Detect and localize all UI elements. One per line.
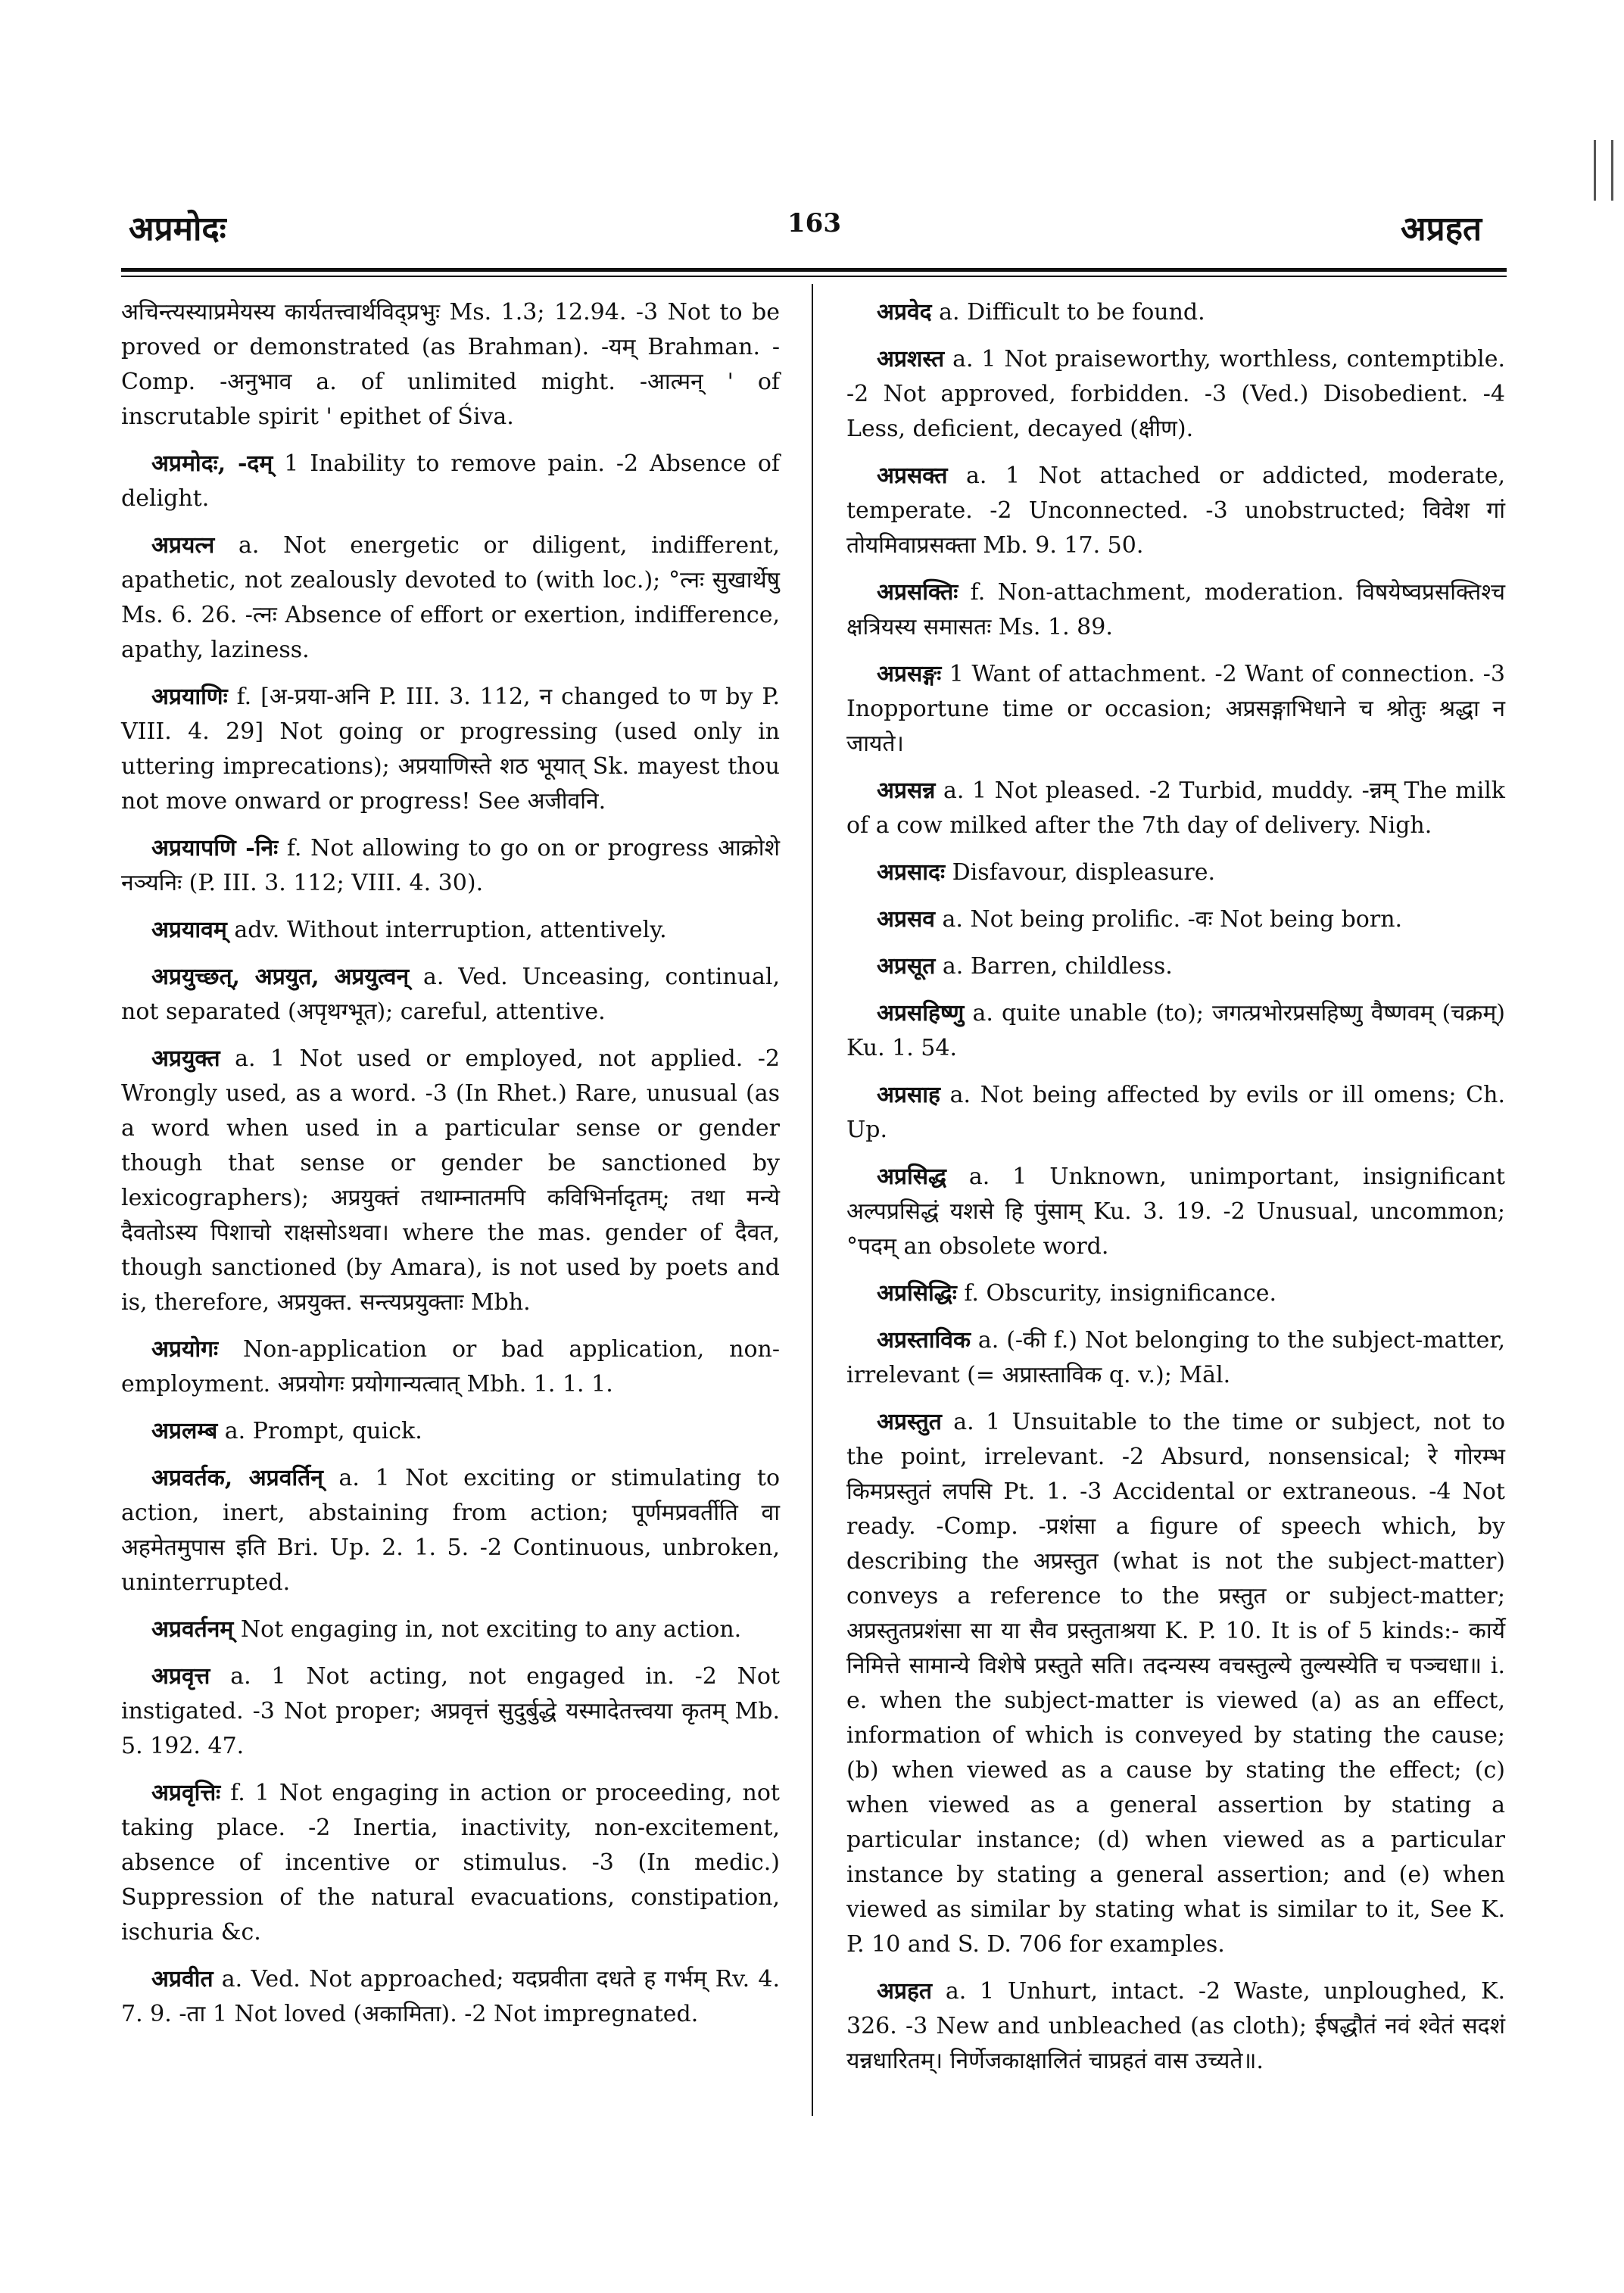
- entry-headword: अप्रस्ताविक: [877, 1327, 971, 1354]
- entry-headword: अप्रयावम्: [151, 917, 227, 943]
- header-rule-thick: [121, 268, 1507, 272]
- entry-headword: अप्रवेद: [877, 299, 932, 326]
- entry-definition: 1 Want of attachment. -2 Want of connection. -3 Inopportune time or occasion; अप्रसङ्गाभिधाने च श्रोतुः श्रद्धा न जायते।: [846, 661, 1505, 757]
- dictionary-entry: [121, 1042, 780, 1320]
- entry-definition: 1 Inability to remove pain. -2 Absence of delight.: [121, 450, 780, 512]
- dictionary-entry: [121, 680, 780, 819]
- right-column: [846, 295, 1505, 2091]
- entry-headword: अप्रसूत: [877, 953, 936, 980]
- dictionary-entry: [121, 1414, 780, 1449]
- dictionary-entry: [846, 1078, 1505, 1148]
- entry-headword: अप्रसाह: [877, 1082, 940, 1108]
- entry-headword: अप्रयत्न: [151, 532, 215, 559]
- page-edge-marks: [1594, 140, 1613, 201]
- left-column: [121, 295, 780, 2044]
- dictionary-entry: [846, 459, 1505, 563]
- entry-headword: अप्रसहिष्णु: [877, 1000, 965, 1027]
- dictionary-entry: [846, 575, 1505, 645]
- entry-definition: a. 1 Not pleased. -2 Turbid, muddy. -न्नम् The milk of a cow milked after the 7th day of delivery. Nigh.: [846, 777, 1505, 839]
- dictionary-entry: [846, 1160, 1505, 1264]
- entry-definition: adv. Without interruption, attentively.: [234, 917, 667, 943]
- entry-definition: Disfavour, displeasure.: [952, 859, 1216, 886]
- entry-headword: अप्रमोदः, -दम्: [151, 450, 273, 477]
- entry-definition: a. 1 Not attached or addicted, moderate, temperate. -2 Unconnected. -3 unobstructed; विवेश गां तोयमिवाप्रसक्ता Mb. 9. 17. 50.: [846, 463, 1505, 559]
- entry-definition: a. quite unable (to); जगत्प्रभोरप्रसहिष्णु वैष्णवम् (चक्रम्) Ku. 1. 54.: [846, 1000, 1505, 1061]
- entry-definition: Non-application or bad application, non-employment. अप्रयोगः प्रयोगान्यत्वात् Mbh. 1. 1. 1.: [121, 1336, 780, 1397]
- entry-definition: a. 1 Unknown, unimportant, insignificant अल्पप्रसिद्धं यशसे हि पुंसाम् Ku. 3. 19. -2 Unusual, uncommon; °पदम् an obsolete word.: [846, 1164, 1505, 1260]
- entry-definition: a. Ved. Not approached; यदप्रवीता दधते ह गर्भम् Rv. 4. 7. 9. -ता 1 Not loved (अकामिता). -2 Not impregnated.: [121, 1966, 780, 2027]
- dictionary-entry: [121, 831, 780, 901]
- page-header: [0, 0, 1624, 265]
- dictionary-entry: [846, 1276, 1505, 1311]
- dictionary-entry: [846, 657, 1505, 762]
- entry-definition: a. Not being affected by evils or ill omens; Ch. Up.: [846, 1082, 1505, 1143]
- entry-definition: f. 1 Not engaging in action or proceeding, not taking place. -2 Inertia, inactivity, non-excitement, absence of incentive or stimulus. -3 (In medic.) Suppression of the natural evacuations, constipation, ischuria &c.: [121, 1780, 780, 1946]
- dictionary-entry: [121, 1776, 780, 1950]
- dictionary-entry: [121, 1962, 780, 2032]
- dictionary-entry: [846, 1405, 1505, 1962]
- entry-definition: a. Ved. Unceasing, continual, not separated (अपृथग्भूत); careful, attentive.: [121, 964, 780, 1025]
- dictionary-entry: [121, 1461, 780, 1600]
- right-running-headword: अप्रहत: [1401, 210, 1482, 248]
- dictionary-entry: [846, 342, 1505, 447]
- dictionary-entry: [121, 528, 780, 668]
- entry-definition: f. Obscurity, insignificance.: [964, 1280, 1276, 1307]
- header-rule-thin: [121, 276, 1507, 277]
- entry-definition: f. [अ-प्रया-अनि P. III. 3. 112, न changed to ण by P. VIII. 4. 29] Not going or progressing (used only in uttering imprecations); अप्रयाणिस्ते शठ भूयात् Sk. mayest thou not move onward or progress! See अजीवनि.: [121, 684, 780, 815]
- entry-headword: अप्रशस्त: [877, 346, 945, 372]
- entry-definition: a. 1 Not acting, not engaged in. -2 Not instigated. -3 Not proper; अप्रवृत्तं सुदुर्बुद्धे यस्मादेतत्त्वया कृतम् Mb. 5. 192. 47.: [121, 1663, 780, 1759]
- entry-definition: a. 1 Not used or employed, not applied. -2 Wrongly used, as a word. -3 (In Rhet.) Rare, unusual (as a word when used in a particular sense or gender though that sense or gender be sanctioned by lexicographers); अप्रयुक्तं तथाम्नातमपि कविभिर्नादृतम्; तथा मन्ये दैवतोऽस्य पिशाचो राक्षसोऽथवा। where the mas. gender of दैवत, though sanctioned (by Amara), is not used by poets and is, therefore, अप्रयुक्त. सन्त्यप्रयुक्ताः Mbh.: [121, 1045, 780, 1316]
- entry-headword: अप्रयुक्त: [151, 1045, 220, 1072]
- dictionary-entry: [121, 447, 780, 516]
- dictionary-entry: [846, 949, 1505, 984]
- entry-definition: a. 1 Not exciting or stimulating to action, inert, abstaining from action; पूर्णमप्रवर्तीति वा अहमेतमुपास इति Bri. Up. 2. 1. 5. -2 Continuous, unbroken, uninterrupted.: [121, 1465, 781, 1596]
- entry-definition: a. Difficult to be found.: [939, 299, 1205, 326]
- entry-definition: a. 1 Not praiseworthy, worthless, contemptible. -2 Not approved, forbidden. -3 (Ved.) Disobedient. -4 Less, deficient, decayed (क्षीण).: [846, 346, 1505, 442]
- entry-headword: अप्रसन्न: [877, 777, 936, 804]
- dictionary-entry: [846, 902, 1505, 937]
- page-number: 163: [787, 208, 841, 238]
- entry-definition: a. 1 Unsuitable to the time or subject, not to the point, irrelevant. -2 Absurd, nonsensical; रे गोरम्भ किमप्रस्तुतं लपसि Pt. 1. -3 Accidental or extraneous. -4 Not ready. -Comp. -प्रशंसा a figure of speech which, by describing the अप्रस्तुत (what is not the subject-matter) conveys a reference to the प्रस्तुत or subject-matter; अप्रस्तुतप्रशंसा सा या सैव प्रस्तुताश्रया K. P. 10. It is of 5 kinds:- कार्ये निमित्ते सामान्ये विशेषे प्रस्तुते सति। तदन्यस्य वचस्तुल्ये तुल्यस्येति च पञ्चधा॥ i. e. when the subject-matter is viewed (a) as an effect, information of which is conveyed by stating the cause; (b) when viewed as a cause by stating the effect; (c) when viewed as a general assertion by stating a particular instance; (d) when viewed as a particular instance by stating a general assertion; and (e) when viewed as similar by stating what is similar to it, See K. P. 10 and S. D. 706 for examples.: [846, 1409, 1506, 1958]
- entry-headword: अप्रयाणिः: [151, 684, 228, 710]
- dictionary-entry: [846, 1323, 1505, 1393]
- entry-headword: अप्रवृत्तिः: [151, 1780, 221, 1806]
- entry-definition: a. Prompt, quick.: [224, 1418, 422, 1444]
- dictionary-entry: [121, 913, 780, 948]
- entry-headword: अप्रसिद्ध: [877, 1164, 947, 1190]
- entry-headword: अप्रसिद्धिः: [877, 1280, 957, 1307]
- entry-headword: अप्रस्तुत: [877, 1409, 942, 1435]
- dictionary-entry: [846, 855, 1505, 890]
- entry-headword: अप्रयोगः: [151, 1336, 219, 1363]
- entry-definition: a. Not being prolific. -वः Not being born.: [942, 906, 1403, 933]
- dictionary-entry: [846, 295, 1505, 330]
- entry-headword: अप्रसक्तिः: [877, 579, 959, 606]
- dictionary-entry: [121, 1659, 780, 1764]
- entry-headword: अप्रसक्त: [877, 463, 948, 489]
- entry-definition: Not engaging in, not exciting to any action.: [240, 1616, 742, 1643]
- dictionary-entry: [846, 996, 1505, 1066]
- dictionary-entry: [121, 1332, 780, 1402]
- entry-headword: अप्रवृत्त: [151, 1663, 210, 1690]
- dictionary-entry: [846, 774, 1505, 843]
- entry-definition: a. (-की f.) Not belonging to the subject-matter, irrelevant (= अप्रास्ताविक q. v.); Māl.: [846, 1327, 1505, 1388]
- entry-definition: a. 1 Unhurt, intact. -2 Waste, unploughed, K. 326. -3 New and unbleached (as cloth); ईषद्धौतं नवं श्वेतं सदशं यन्नधारितम्। निर्णेजकाक्षालितं चाप्रहतं वास उच्यते॥.: [846, 1978, 1506, 2074]
- entry-headword: अप्रयापणि -निः: [151, 835, 279, 861]
- entry-definition: f. Non-attachment, moderation. विषयेष्वप्रसक्तिश्च क्षत्रियस्य समासतः Ms. 1. 89.: [846, 579, 1505, 640]
- entry-headword: अप्रवीत: [151, 1966, 214, 1992]
- entry-headword: अप्रसादः: [877, 859, 946, 886]
- column-divider: [812, 284, 813, 2116]
- dictionary-entry: [121, 295, 780, 435]
- dictionary-entry: [121, 960, 780, 1030]
- entry-headword: अप्रहत: [877, 1978, 933, 2005]
- entry-headword: अप्रवर्तनम्: [151, 1616, 234, 1643]
- entry-headword: अप्रसव: [877, 906, 935, 933]
- left-running-headword: अप्रमोदः: [129, 210, 226, 248]
- entry-headword: अप्रयुच्छत्, अप्रयुत, अप्रयुत्वन्: [151, 964, 410, 990]
- entry-definition: अचिन्त्यस्याप्रमेयस्य कार्यतत्त्वार्थविद्प्रभुः Ms. 1.3; 12.94. -3 Not to be proved or demonstrated (as Brahman). -यम् Brahman. -Comp. -अनुभाव a. of unlimited might. -आत्मन् ' of inscrutable spirit ' epithet of Śiva.: [121, 299, 780, 430]
- entry-headword: अप्रलम्ब: [151, 1418, 218, 1444]
- dictionary-entry: [846, 1974, 1505, 2079]
- entry-definition: f. Not allowing to go on or progress आक्रोशे नञ्यनिः (P. III. 3. 112; VIII. 4. 30).: [121, 835, 780, 896]
- entry-definition: a. Barren, childless.: [942, 953, 1173, 980]
- dictionary-entry: [121, 1612, 780, 1647]
- entry-definition: a. Not energetic or diligent, indifferent, apathetic, not zealously devoted to (with loc.); °त्नः सुखार्थेषु Ms. 6. 26. -त्नः Absence of effort or exertion, indifference, apathy, laziness.: [121, 532, 780, 663]
- entry-headword: अप्रवर्तक, अप्रवर्तिन्: [151, 1465, 323, 1491]
- entry-headword: अप्रसङ्गः: [877, 661, 942, 687]
